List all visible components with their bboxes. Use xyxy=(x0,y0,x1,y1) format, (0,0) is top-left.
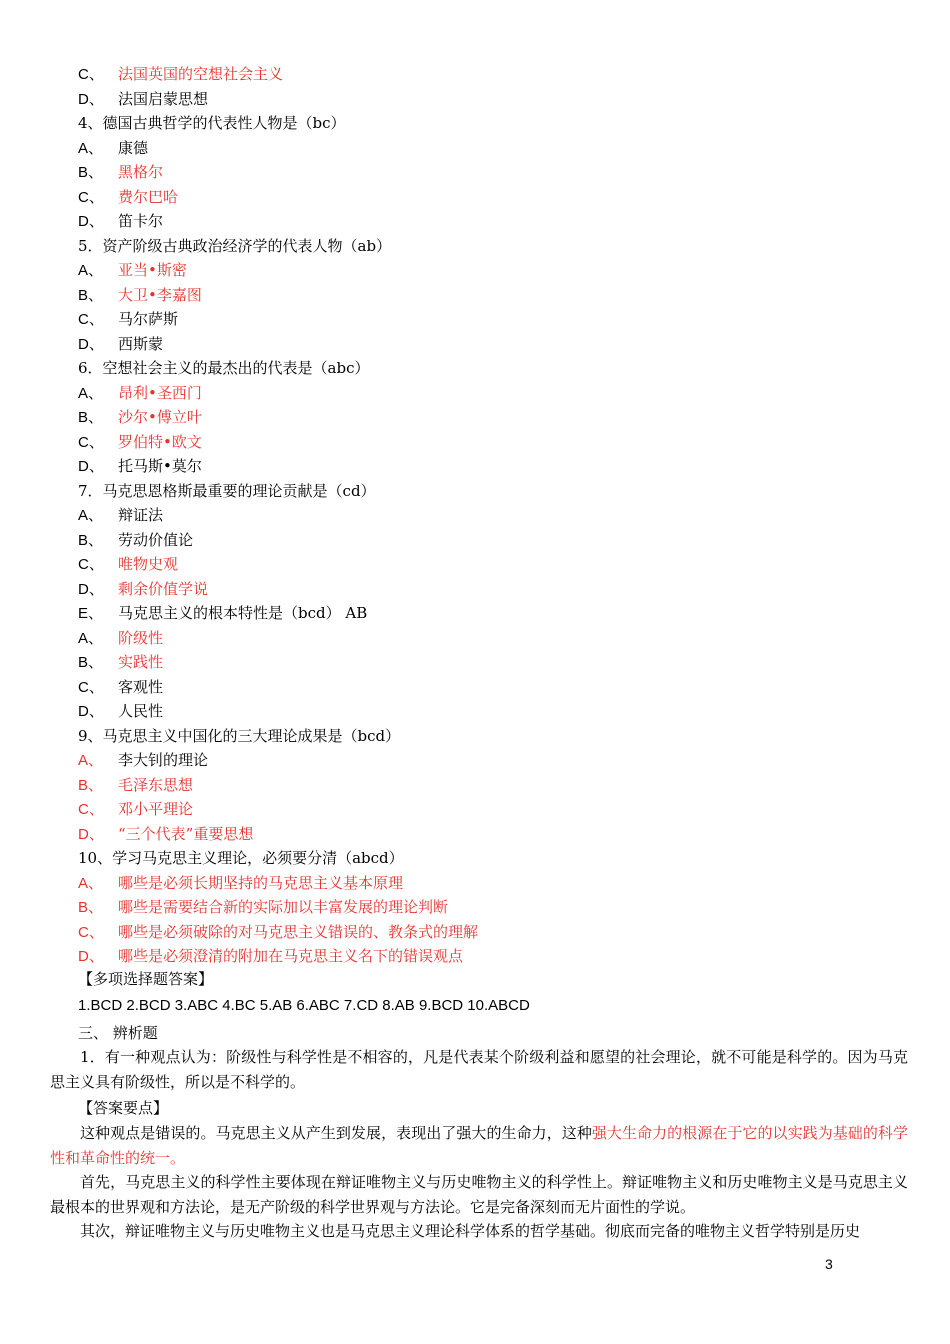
option-text: 费尔巴哈 xyxy=(118,187,179,206)
option-label: C、 xyxy=(78,923,104,941)
option-text: 剩余价值学说 xyxy=(118,579,209,598)
question-text: 7．马克思恩格斯最重要的理论贡献是（cd） xyxy=(78,481,376,500)
question-text: 4、德国古典哲学的代表性人物是（bc） xyxy=(78,114,346,132)
option-line xyxy=(78,87,208,111)
option-label: C、 xyxy=(78,433,104,451)
option-label: D、 xyxy=(78,458,104,475)
option-text: 法国启蒙思想 xyxy=(118,89,209,108)
option-text: 沙尔•傅立叶 xyxy=(118,408,202,426)
option-line xyxy=(78,944,463,968)
option-text: 法国英国的空想社会主义 xyxy=(118,65,284,83)
option-text: 马尔萨斯 xyxy=(118,310,179,328)
option-line xyxy=(78,160,163,184)
option-line xyxy=(78,185,178,209)
option-text: 昂利•圣西门 xyxy=(118,383,202,402)
option-text: 唯物史观 xyxy=(118,555,179,573)
option-line xyxy=(78,381,202,405)
question-line xyxy=(78,846,404,870)
option-label: B、 xyxy=(78,164,104,181)
question-text: 5．资产阶级古典政治经济学的代表人物（ab） xyxy=(78,236,392,255)
option-line xyxy=(78,748,208,772)
option-label: C、 xyxy=(78,311,104,328)
question-line xyxy=(78,724,400,748)
option-text: 劳动价值论 xyxy=(118,530,194,549)
option-line xyxy=(78,430,202,454)
option-line xyxy=(78,822,253,846)
answer-paragraph-2: 首先，马克思主义的科学性主要体现在辩证唯物主义与历史唯物主义的科学性上。辩证唯物主义和历史唯物主义是马克思主义最根本的世界观和方法论，是无产阶级的科学世界观与方法论。它是完备深刻而无片面性的学说。 xyxy=(50,1173,908,1216)
option-text: 客观性 xyxy=(118,677,164,696)
option-text: 李大钊的理论 xyxy=(118,751,209,769)
option-text: 马克思主义的根本特性是（bcd） AB xyxy=(118,604,368,622)
option-label: A、 xyxy=(78,384,104,402)
option-text: 哪些是必须澄清的附加在马克思主义名下的错误观点 xyxy=(118,947,464,965)
option-text: 实践性 xyxy=(118,653,164,671)
option-line xyxy=(78,577,208,601)
option-label: C、 xyxy=(78,188,104,206)
option-label: A、 xyxy=(78,139,104,157)
option-line xyxy=(78,871,403,895)
option-text: 毛泽东思想 xyxy=(118,775,194,794)
option-label: D、 xyxy=(78,335,104,353)
option-label: A、 xyxy=(78,629,104,647)
option-text: 哪些是需要结合新的实际加以丰富发展的理论判断 xyxy=(118,898,449,916)
option-label: B、 xyxy=(78,409,104,426)
answer-paragraph-1-text: 这种观点是错误的。马克思主义从产生到发展，表现出了强大的生命力，这种 xyxy=(80,1124,592,1142)
option-text: 罗伯特•欧文 xyxy=(118,432,202,451)
option-line xyxy=(78,601,367,625)
answer-paragraph-1 xyxy=(50,1121,908,1170)
option-label: A、 xyxy=(78,752,104,769)
option-line xyxy=(78,332,163,356)
option-text: 笛卡尔 xyxy=(118,212,164,230)
option-line xyxy=(78,920,478,944)
option-line xyxy=(78,62,283,86)
option-label: D、 xyxy=(78,213,104,230)
option-text: 大卫•李嘉图 xyxy=(118,285,202,304)
answer-paragraph-3: 其次，辩证唯物主义与历史唯物主义也是马克思主义理论科学体系的哲学基础。彻底而完备的唯物主义哲学特别是历史 xyxy=(80,1222,861,1240)
question-line xyxy=(78,234,391,258)
option-line xyxy=(78,307,178,331)
option-label: C、 xyxy=(78,801,104,818)
question-text: 9、马克思主义中国化的三大理论成果是（bcd） xyxy=(78,726,401,745)
answer-line: 1.BCD 2.BCD 3.ABC 4.BC 5.AB 6.ABC 7.CD 8.AB 9.BCD 10.ABCD xyxy=(78,997,530,1014)
option-line xyxy=(78,405,202,429)
option-text: 康德 xyxy=(118,138,149,157)
section-heading: 三、 辨析题 xyxy=(78,1024,158,1042)
option-label: D、 xyxy=(78,825,104,843)
option-line xyxy=(78,454,202,478)
option-line xyxy=(78,626,163,650)
option-text: 阶级性 xyxy=(118,628,164,647)
option-label: D、 xyxy=(78,580,104,598)
page-number: 3 xyxy=(825,1256,833,1272)
answer-heading: 【多项选择题答案】 xyxy=(78,970,214,988)
option-line xyxy=(78,209,163,233)
option-label: D、 xyxy=(78,948,104,965)
option-label: A、 xyxy=(78,507,104,524)
option-line xyxy=(78,136,148,160)
option-line xyxy=(78,283,202,307)
option-text: “三个代表”重要思想 xyxy=(118,824,254,843)
question-line xyxy=(78,111,346,135)
answer-points-heading: 【答案要点】 xyxy=(78,1099,169,1117)
option-text: 托马斯•莫尔 xyxy=(118,457,202,475)
question-text: 10、学习马克思主义理论，必须要分清（abcd） xyxy=(78,849,404,867)
option-line xyxy=(78,650,163,674)
option-line xyxy=(78,552,178,576)
option-text: 人民性 xyxy=(118,702,164,720)
option-line xyxy=(78,699,163,723)
option-text: 哪些是必须破除的对马克思主义错误的、教条式的理解 xyxy=(118,922,479,941)
option-text: 亚当•斯密 xyxy=(118,261,187,279)
option-label: B、 xyxy=(78,899,104,916)
option-label: B、 xyxy=(78,531,104,549)
option-text: 黑格尔 xyxy=(118,163,164,181)
option-line xyxy=(78,528,193,552)
option-text: 邓小平理论 xyxy=(118,800,194,818)
option-line xyxy=(78,503,163,527)
option-label: C、 xyxy=(78,66,104,83)
option-line xyxy=(78,797,193,821)
option-label: B、 xyxy=(78,286,104,304)
option-label: C、 xyxy=(78,556,104,573)
question-text: 6．空想社会主义的最杰出的代表是（abc） xyxy=(78,359,370,377)
question-line xyxy=(78,479,376,503)
option-label: C、 xyxy=(78,678,104,696)
option-label: A、 xyxy=(78,262,104,279)
question-line xyxy=(78,356,370,380)
option-label: A、 xyxy=(78,874,104,892)
option-label: D、 xyxy=(78,703,104,720)
option-label: D、 xyxy=(78,90,104,108)
option-text: 西斯蒙 xyxy=(118,334,164,353)
option-label: B、 xyxy=(78,654,104,671)
question-1: 1．有一种观点认为：阶级性与科学性是不相容的，凡是代表某个阶级利益和愿望的社会理论，就不可能是科学的。因为马克思主义具有阶级性，所以是不科学的。 xyxy=(50,1048,908,1091)
option-line xyxy=(78,675,163,699)
option-line xyxy=(78,895,448,919)
option-label: E、 xyxy=(78,605,104,622)
option-line xyxy=(78,773,193,797)
option-text: 辩证法 xyxy=(118,506,164,524)
option-label: B、 xyxy=(78,776,104,794)
option-text: 哪些是必须长期坚持的马克思主义基本原理 xyxy=(118,873,404,892)
option-line xyxy=(78,258,187,282)
answer-paragraph-1-highlight: 强大生命力的根源在于它的以实践为基础的科学性和革命性的统一。 xyxy=(50,1124,908,1167)
